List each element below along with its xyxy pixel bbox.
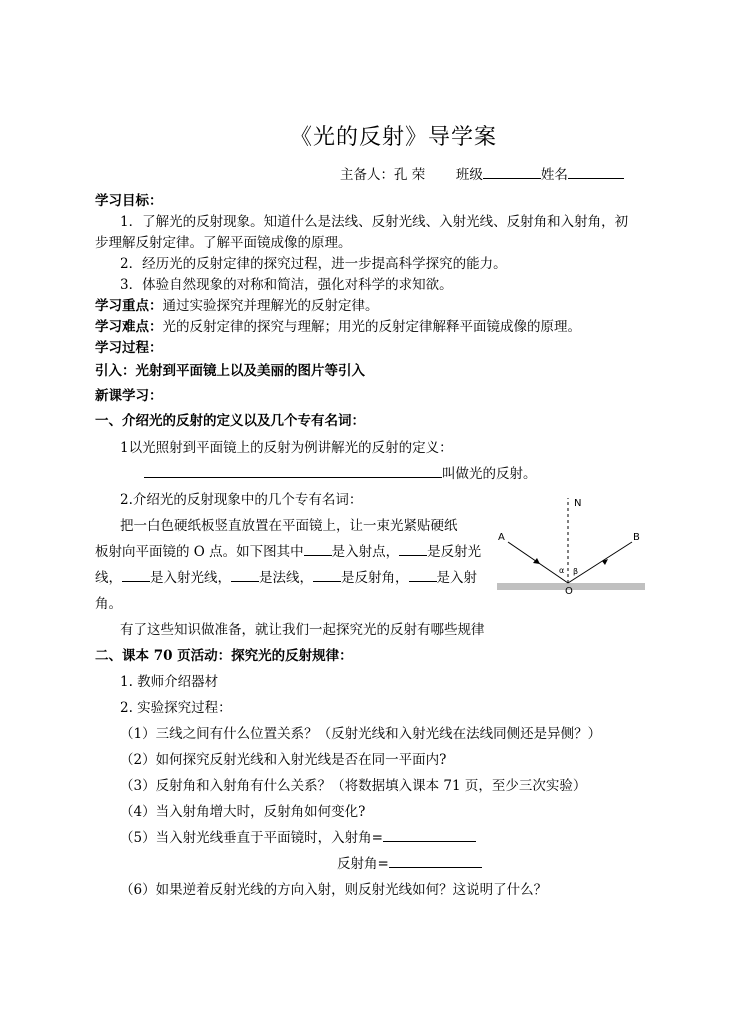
section-1-item-1: 1以光照射到平面镜上的反射为例讲解光的反射的定义： — [120, 440, 453, 456]
para-text: 是反射光 — [427, 544, 482, 560]
goals-heading: 学习目标： — [95, 193, 163, 209]
incidence-angle-answer-blank[interactable] — [383, 828, 476, 842]
incident-ray-blank[interactable] — [122, 568, 150, 582]
goal-1-line-1: 1．了解光的反射现象。知道什么是法线、反射光线、入射光线、反射角和入射角，初 — [120, 214, 629, 230]
question-5-text: （5）当入射光线垂直于平面镜时，入射角= — [120, 830, 383, 846]
incidence-point-blank[interactable] — [304, 542, 332, 556]
reflection-angle-blank[interactable] — [313, 568, 341, 582]
reflected-ray — [568, 542, 632, 583]
difficulty — [95, 315, 581, 335]
new-lesson-heading: 新课学习： — [95, 388, 163, 404]
question-5b — [337, 852, 482, 872]
class-label: 班级 — [455, 167, 483, 183]
terms-paragraph-line-2 — [95, 540, 481, 560]
section-2-item-1: 1. 教师介绍器材 — [120, 674, 219, 690]
process-heading: 学习过程： — [95, 340, 163, 356]
terms-paragraph-line-1: 把一白色硬纸板竖直放置在平面镜上，让一束光紧贴硬纸 — [120, 518, 458, 534]
page-title: 《光的反射》导学案 — [290, 125, 498, 150]
name-blank[interactable] — [568, 165, 624, 179]
name-label: 姓名 — [540, 167, 568, 183]
question-5b-text: 反射角= — [337, 856, 389, 872]
label-b: B — [633, 532, 640, 543]
goal-2: 2．经历光的反射定律的探究过程，进一步提高科学探究的能力。 — [120, 256, 507, 272]
label-alpha: α — [559, 566, 565, 575]
section-1-item-2: 2.介绍光的反射现象中的几个专有名词： — [120, 492, 363, 508]
section-1-heading: 一、介绍光的反射的定义以及几个专有名词： — [95, 413, 365, 429]
reflected-ray-blank[interactable] — [399, 542, 427, 556]
label-a: A — [498, 532, 505, 543]
para-text: 是入射光线， — [150, 570, 231, 586]
question-1: （1）三线之间有什么位置关系？（反射光线和入射光线在法线同侧还是异侧？） — [120, 726, 602, 742]
definition-line — [144, 462, 537, 482]
key-point-label: 学习重点： — [95, 298, 163, 314]
para-text: 是入射点， — [331, 544, 400, 560]
question-5 — [120, 826, 476, 846]
question-6: （6）如果逆着反射光线的方向入射，则反射光线如何？这说明了什么？ — [120, 882, 548, 898]
header-info — [340, 163, 624, 183]
reflection-angle-answer-blank[interactable] — [389, 854, 482, 868]
para-text: 是法线， — [259, 570, 313, 586]
label-o: O — [565, 586, 573, 597]
para-text: 是反射角， — [341, 570, 409, 586]
question-3: （3）反射角和入射角有什么关系？（将数据填入课本 71 页，至少三次实验） — [120, 778, 587, 794]
terms-paragraph-line-4: 角。 — [95, 596, 122, 612]
label-beta: β — [573, 567, 579, 576]
class-blank[interactable] — [483, 165, 541, 179]
key-point — [95, 294, 379, 314]
goal-3: 3．体验自然现象的对称和简洁，强化对科学的求知欲。 — [120, 277, 453, 293]
reflection-diagram — [490, 490, 650, 600]
section-2-heading: 二、课本 70 页活动：探究光的反射规律： — [95, 648, 353, 664]
incidence-angle-blank[interactable] — [409, 568, 437, 582]
section-1-closing: 有了这些知识做准备，就让我们一起探究光的反射有哪些规律 — [120, 622, 485, 638]
question-2: （2）如何探究反射光线和入射光线是否在同一平面内? — [120, 752, 447, 768]
terms-paragraph-line-3 — [95, 566, 477, 586]
section-2-item-2: 2. 实验探究过程： — [120, 700, 232, 716]
difficulty-text: 光的反射定律的探究与理解；用光的反射定律解释平面镜成像的原理。 — [162, 319, 581, 335]
intro-line: 引入：光射到平面镜上以及美丽的图片等引入 — [95, 363, 365, 379]
question-4: （4）当入射角增大时，反射角如何变化? — [120, 804, 366, 820]
definition-blank[interactable] — [144, 464, 442, 478]
goal-1-line-2: 步理解反射定律。了解平面镜成像的原理。 — [95, 235, 352, 251]
difficulty-label: 学习难点： — [95, 319, 163, 335]
para-text: 线， — [95, 570, 122, 586]
normal-blank[interactable] — [231, 568, 259, 582]
key-point-text: 通过实验探究并理解光的反射定律。 — [162, 298, 379, 314]
reflected-arrow-icon — [602, 559, 608, 565]
preparer-label: 主备人：孔 荣 — [340, 167, 426, 183]
para-text: 是入射 — [436, 570, 477, 586]
incident-arrow-icon — [533, 558, 540, 564]
label-n: N — [574, 498, 582, 509]
para-text: 板射向平面镜的 O 点。如下图其中 — [95, 544, 304, 560]
definition-suffix: 叫做光的反射。 — [442, 466, 537, 482]
